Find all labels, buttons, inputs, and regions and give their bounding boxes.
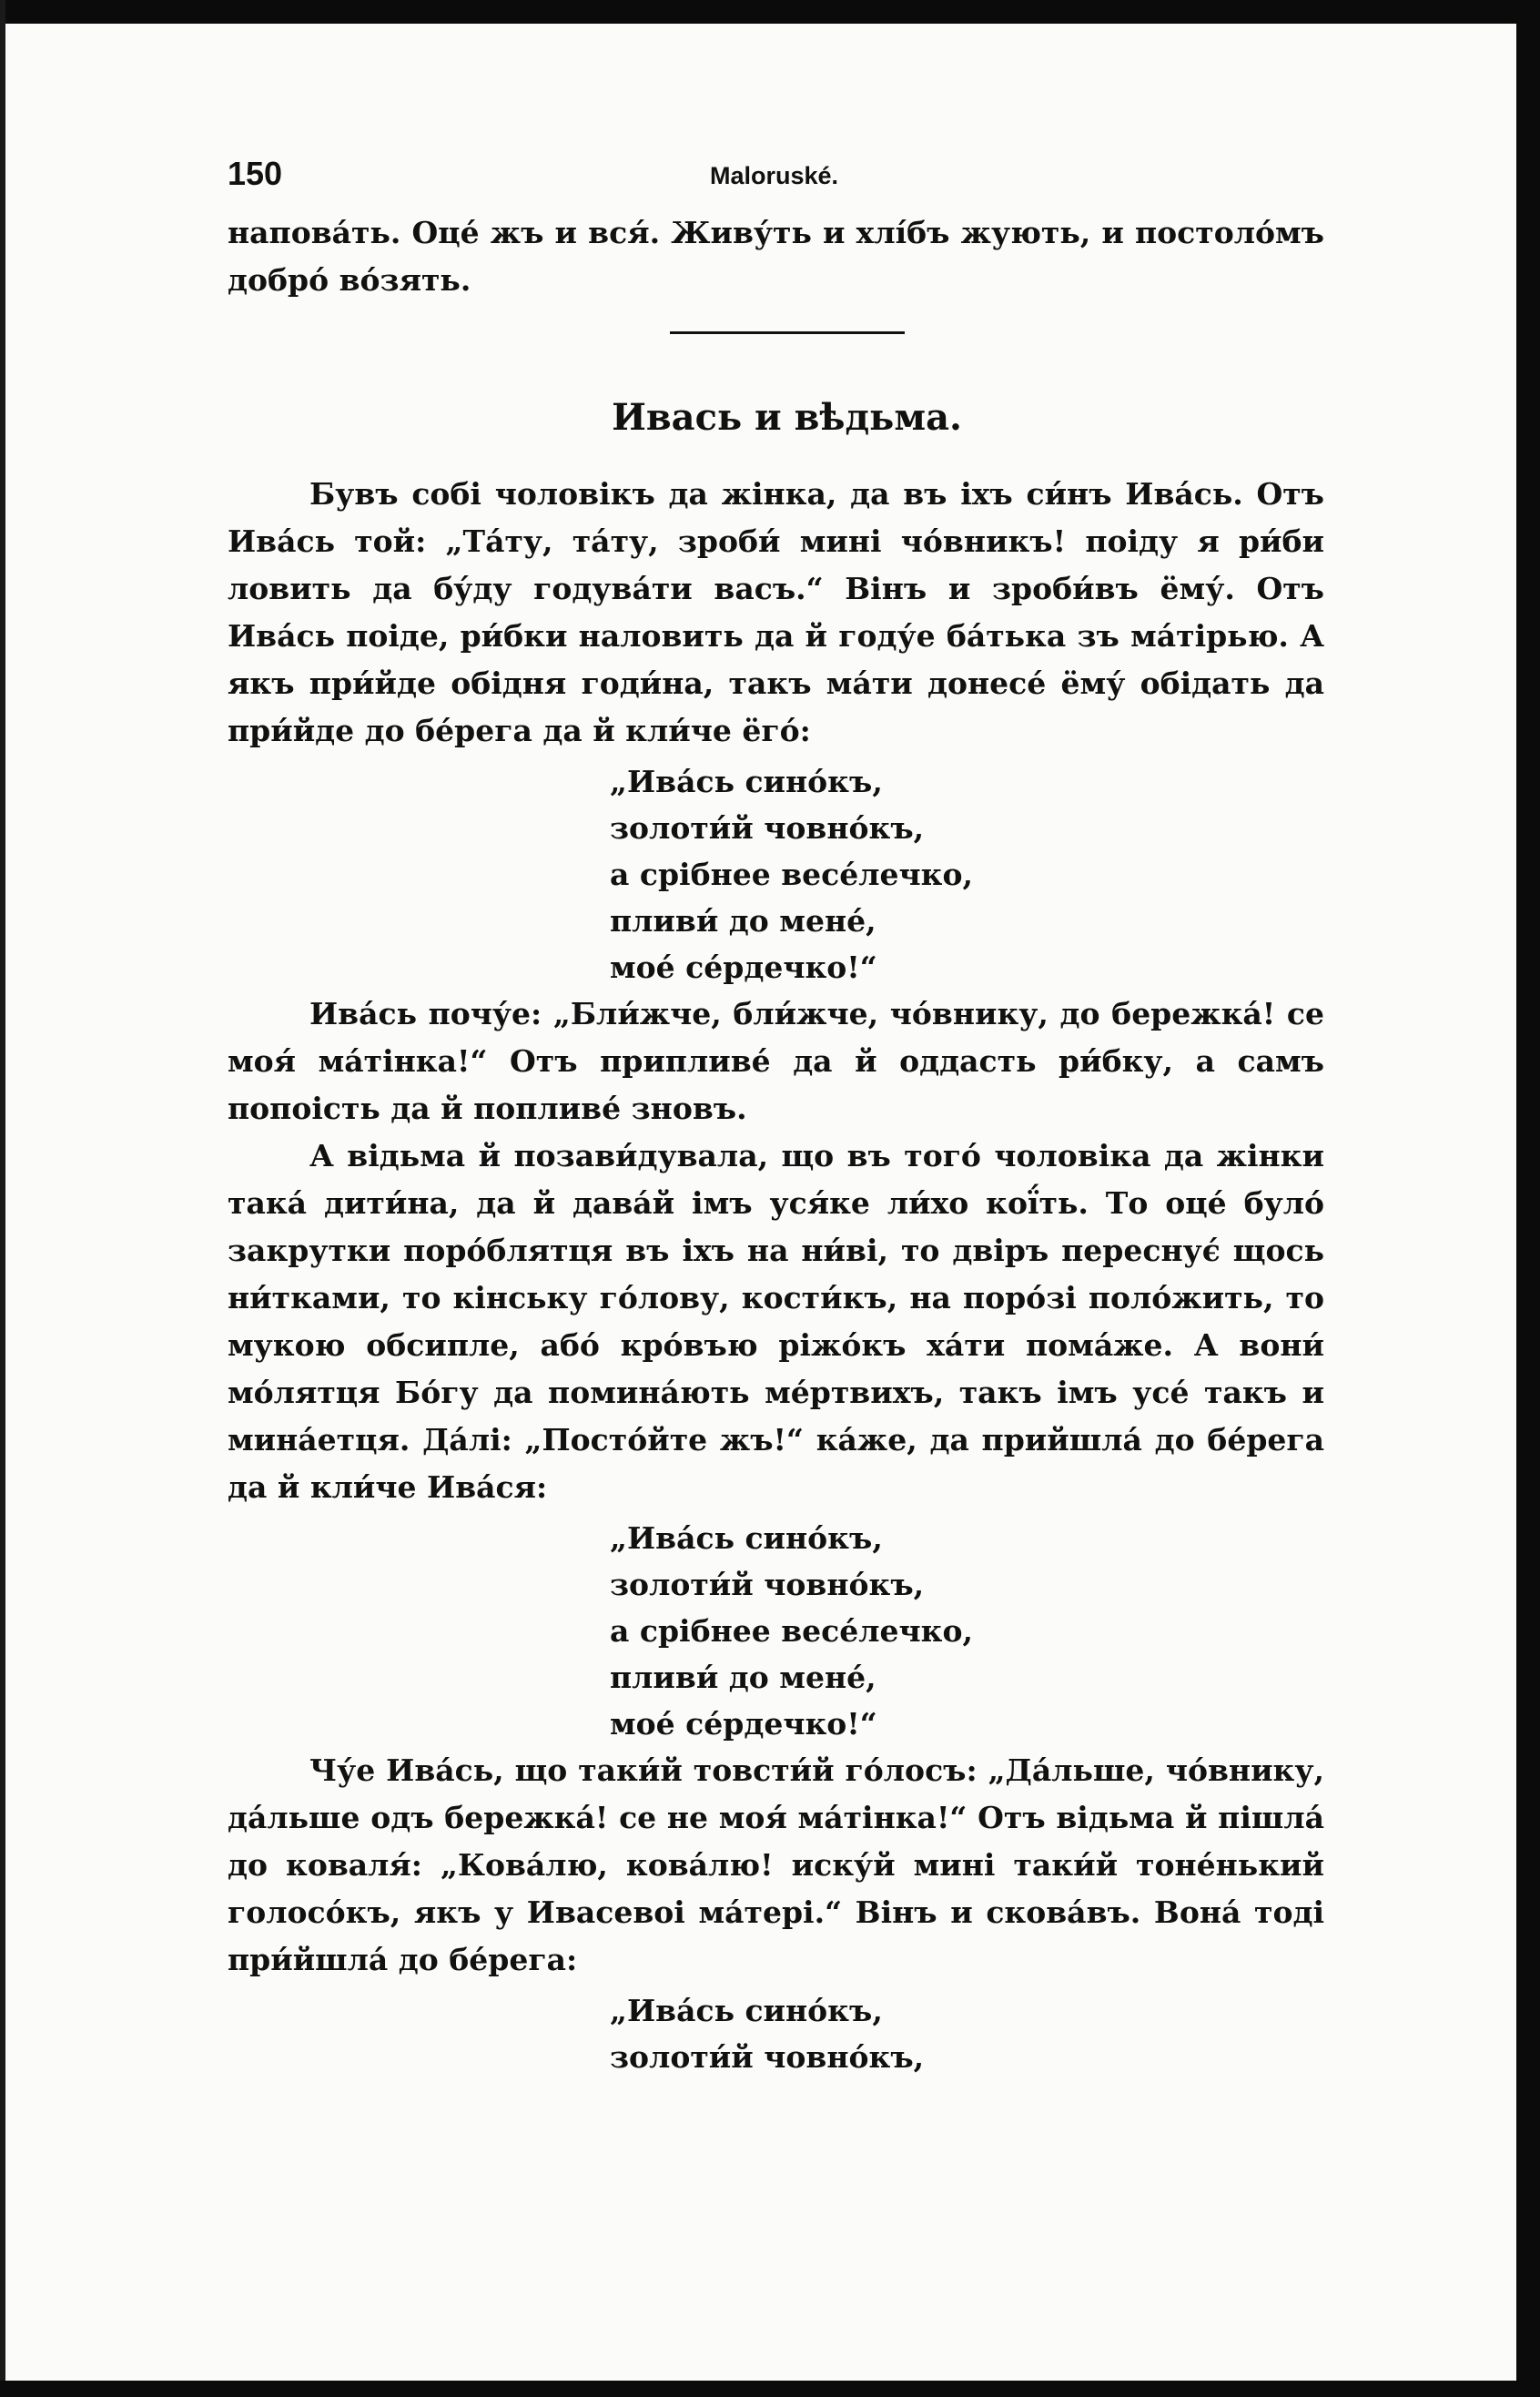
verse-3: [610, 1987, 1324, 2080]
verse-line: пливи́ до мене́,: [610, 1660, 876, 1695]
story-paragraph-3: А відьма й позави́дувала, що въ того́ чоловіка да жінки така́ дити́на, да й дава́й імъ уся́ке ли́хо кої́ть. То оце́ було́ закрутки поро́блятця въ іхъ на ни́ві, то двіръ переснує́ щось ни́тками, то кінську го́лову, кости́къ, на поро́зі поло́жить, то мукою обсипле, або́ кро́въю ріжо́къ ха́ти пома́же. А вони́ мо́лятця Бо́гу да помина́ють ме́ртвихъ, такъ імъ усе́ такъ и мина́етця. Да́лі: „Посто́йте жъ!“ ка́же, да прийшла́ до бе́рега да й кли́че Ива́ся:: [228, 1138, 1324, 1505]
story-title: Ивась и вѣдьма.: [612, 396, 962, 439]
verse-line: „Ива́сь сино́къ,: [610, 1520, 883, 1556]
verse-2: [610, 1515, 1324, 1747]
intro-paragraph: напова́ть. Оце́ жъ и вся́. Живу́ть и хлі́бъ жують, и постоло́мъ добро́ во́зять.: [228, 215, 1324, 298]
page-number: 150: [228, 155, 283, 192]
verse-line: золоти́й човно́къ,: [610, 2039, 925, 2075]
scan-border-left: [0, 0, 5, 2397]
verse-line: пливи́ до мене́,: [610, 903, 876, 939]
verse-line: золоти́й човно́къ,: [610, 1567, 925, 1602]
story-paragraph-1: Бувъ собі чоловікъ да жінка, да въ іхъ си́нъ Ива́сь. Отъ Ива́сь той: „Та́ту, та́ту, зроби́ мині чо́вникъ! поіду я ри́би ловить да бу́ду годува́ти васъ.“ Вінъ и зроби́въ ёму́. Отъ Ива́сь поіде, ри́бки наловить да й году́е ба́тька зъ ма́тірью. А якъ при́йде обідня годи́на, такъ ма́ти донесе́ ёму́ обідать да при́йде до бе́рега да й кли́че ёго́:: [228, 476, 1324, 748]
scan-border-top: [0, 0, 1540, 24]
verse-1: [610, 758, 1324, 990]
verse-line: „Ива́сь сино́къ,: [610, 764, 883, 799]
running-title: Maloruské.: [710, 162, 839, 189]
page-header: [228, 155, 1324, 209]
story-paragraph-4: Чу́е Ива́сь, що таки́й товсти́й го́лосъ: „Да́льше, чо́внику, да́льше одъ бережка́! се не моя́ ма́тінка!“ Отъ відьма й пішла́ до коваля́: „Кова́лю, кова́лю! иску́й мині таки́й тоне́нький голосо́къ, якъ у Ивасевоі ма́тері.“ Вінъ и скова́въ. Вона́ тоді при́йшла́ до бе́рега:: [228, 1752, 1324, 1977]
verse-line: мое́ се́рдечко!“: [610, 1706, 877, 1742]
scan-border-right: [1516, 0, 1540, 2397]
verse-line: мое́ се́рдечко!“: [610, 950, 877, 985]
verse-line: „Ива́сь сино́къ,: [610, 1993, 883, 2028]
story-paragraph-2: Ива́сь почу́е: „Бли́жче, бли́жче, чо́внику, до бережка́! се моя́ ма́тінка!“ Отъ припливе́ да й оддасть ри́бку, а самъ попоість да й попливе́ зновъ.: [228, 996, 1324, 1126]
section-divider: [670, 331, 905, 334]
verse-line: а срібнее весе́лечко,: [610, 857, 973, 892]
verse-line: золоти́й човно́къ,: [610, 810, 925, 846]
verse-line: а срібнее весе́лечко,: [610, 1613, 973, 1649]
scan-border-bottom: [0, 2381, 1540, 2397]
page-content: [228, 155, 1324, 2080]
